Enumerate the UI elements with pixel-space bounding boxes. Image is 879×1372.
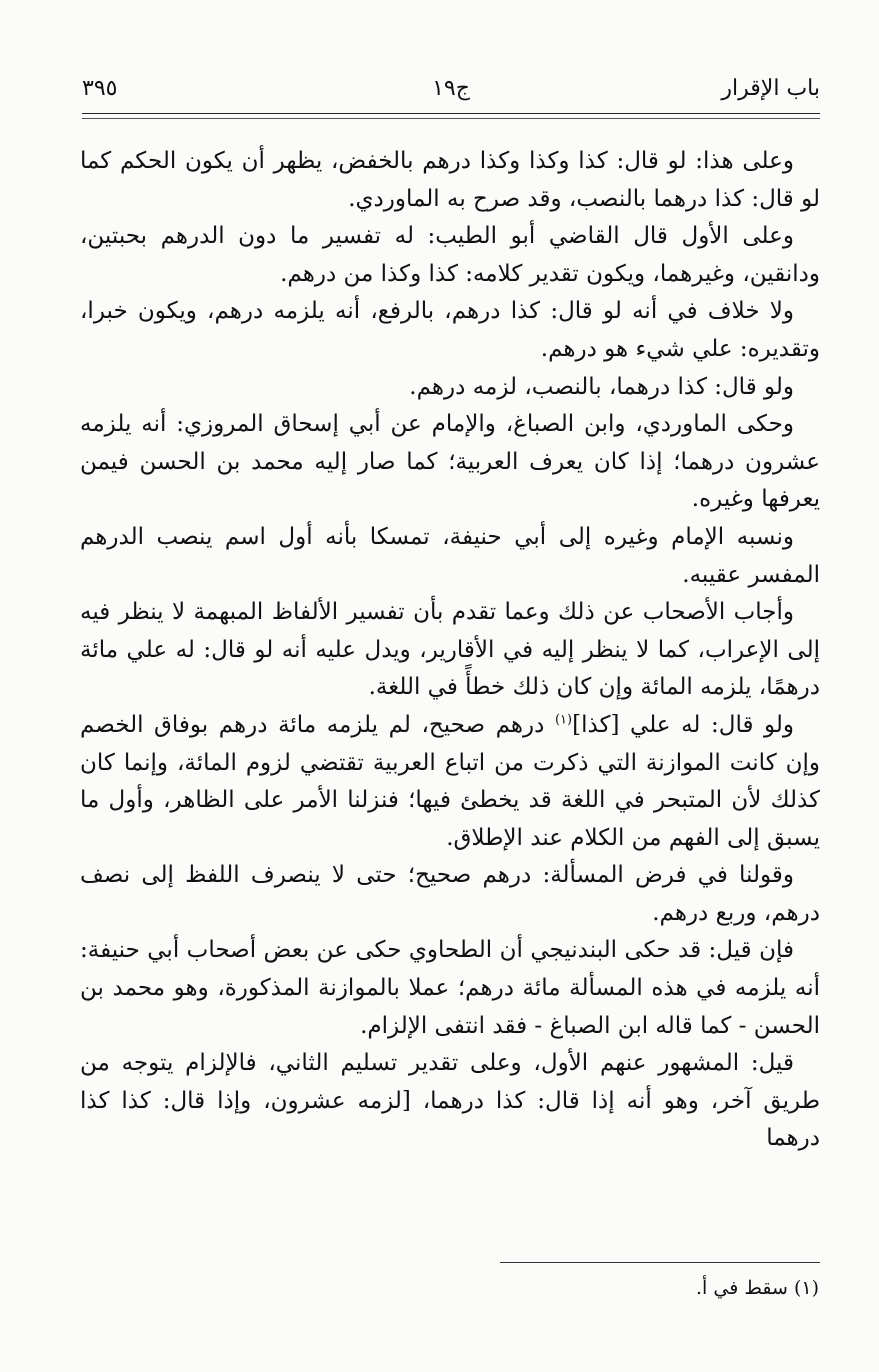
footnote-number: (١) <box>793 1277 819 1299</box>
footnote-rule <box>500 1262 820 1263</box>
chapter-title: باب الإقرار <box>721 76 820 101</box>
paragraph: فإن قيل: قد حكى البندنيجي أن الطحاوي حكى عن بعض أصحاب أبي حنيفة: أنه يلزمه في هذه المسألة مائة درهم؛ عملا بالموازنة المذكورة، وهو محمد بن الحسن - كما قاله ابن الصباغ - فقد انتفى الإلزام. <box>80 937 820 1039</box>
paragraph: ولا خلاف في أنه لو قال: كذا درهم، بالرفع، أنه يلزمه درهم، ويكون خبرا، وتقديره: علي شيء هو درهم. <box>80 298 820 362</box>
paragraph: وعلى هذا: لو قال: كذا وكذا وكذا درهم بالخفض، يظهر أن يكون الحكم كما لو قال: كذا درهما بالنصب، وقد صرح به الماوردي. <box>80 148 820 212</box>
footnote-marker[interactable]: (١) <box>554 712 573 728</box>
paragraph: وقولنا في فرض المسألة: درهم صحيح؛ حتى لا ينصرف اللفظ إلى نصف درهم، وربع درهم. <box>80 862 820 926</box>
volume-number: ج١٩ <box>432 76 470 101</box>
footnote-text: سقط في أ. <box>696 1277 788 1299</box>
header-rule-thick <box>82 113 820 114</box>
paragraph: ولو قال: كذا درهما، بالنصب، لزمه درهم. <box>409 373 794 400</box>
paragraph: ونسبه الإمام وغيره إلى أبي حنيفة، تمسكا بأنه أول اسم ينصب الدرهم المفسر عقيبه. <box>80 523 820 588</box>
footnote <box>459 1274 819 1302</box>
header-rule-thin <box>82 118 820 119</box>
paragraph-text-after: درهم صحيح، لم يلزمه مائة درهم بوفاق الخصم وإن كانت الموازنة التي ذكرت من اتباع العربية تقتضي لزوم المائة، وإنما كان كذلك لأن المتبحر في اللغة قد يخطئ فيها؛ فنزلنا الأمر على الظاهر، وأول ما يسبق إلى الفهم من الكلام عند الإطلاق. <box>80 711 821 851</box>
paragraph: قيل: المشهور عنهم الأول، وعلى تقدير تسليم الثاني، فالإلزام يتوجه من طريق آخر، وهو أنه إذا قال: كذا درهما، [لزمه عشرون، وإذا قال: كذا كذا درهما <box>80 1050 820 1152</box>
page-header <box>82 74 820 112</box>
page-number: ٣٩٥ <box>82 76 118 101</box>
paragraph: وحكى الماوردي، وابن الصباغ، والإمام عن أبي إسحاق المروزي: أنه يلزمه عشرون درهما؛ إذا كان يعرف العربية؛ كما صار إليه محمد بن الحسن فيمن يعرفها وغيره. <box>80 411 820 513</box>
paragraph-with-footnote <box>80 707 820 857</box>
paragraph: وأجاب الأصحاب عن ذلك وعما تقدم بأن تفسير الألفاظ المبهمة لا ينظر فيه إلى الإعراب، كما لا ينظر إليه في الأقارير، ويدل عليه أنه لو قال: له علي مائة درهمًا، يلزمه المائة وإن كان ذلك خطأً في اللغة. <box>80 599 820 701</box>
paragraph: وعلى الأول قال القاضي أبو الطيب: له تفسير ما دون الدرهم بحبتين، ودانقين، وغيرهما، ويكون تقدير كلامه: كذا وكذا من درهم. <box>80 223 820 287</box>
paragraph-text-before: ولو قال: له علي [كذا] <box>572 711 794 738</box>
body-text <box>80 143 820 1158</box>
